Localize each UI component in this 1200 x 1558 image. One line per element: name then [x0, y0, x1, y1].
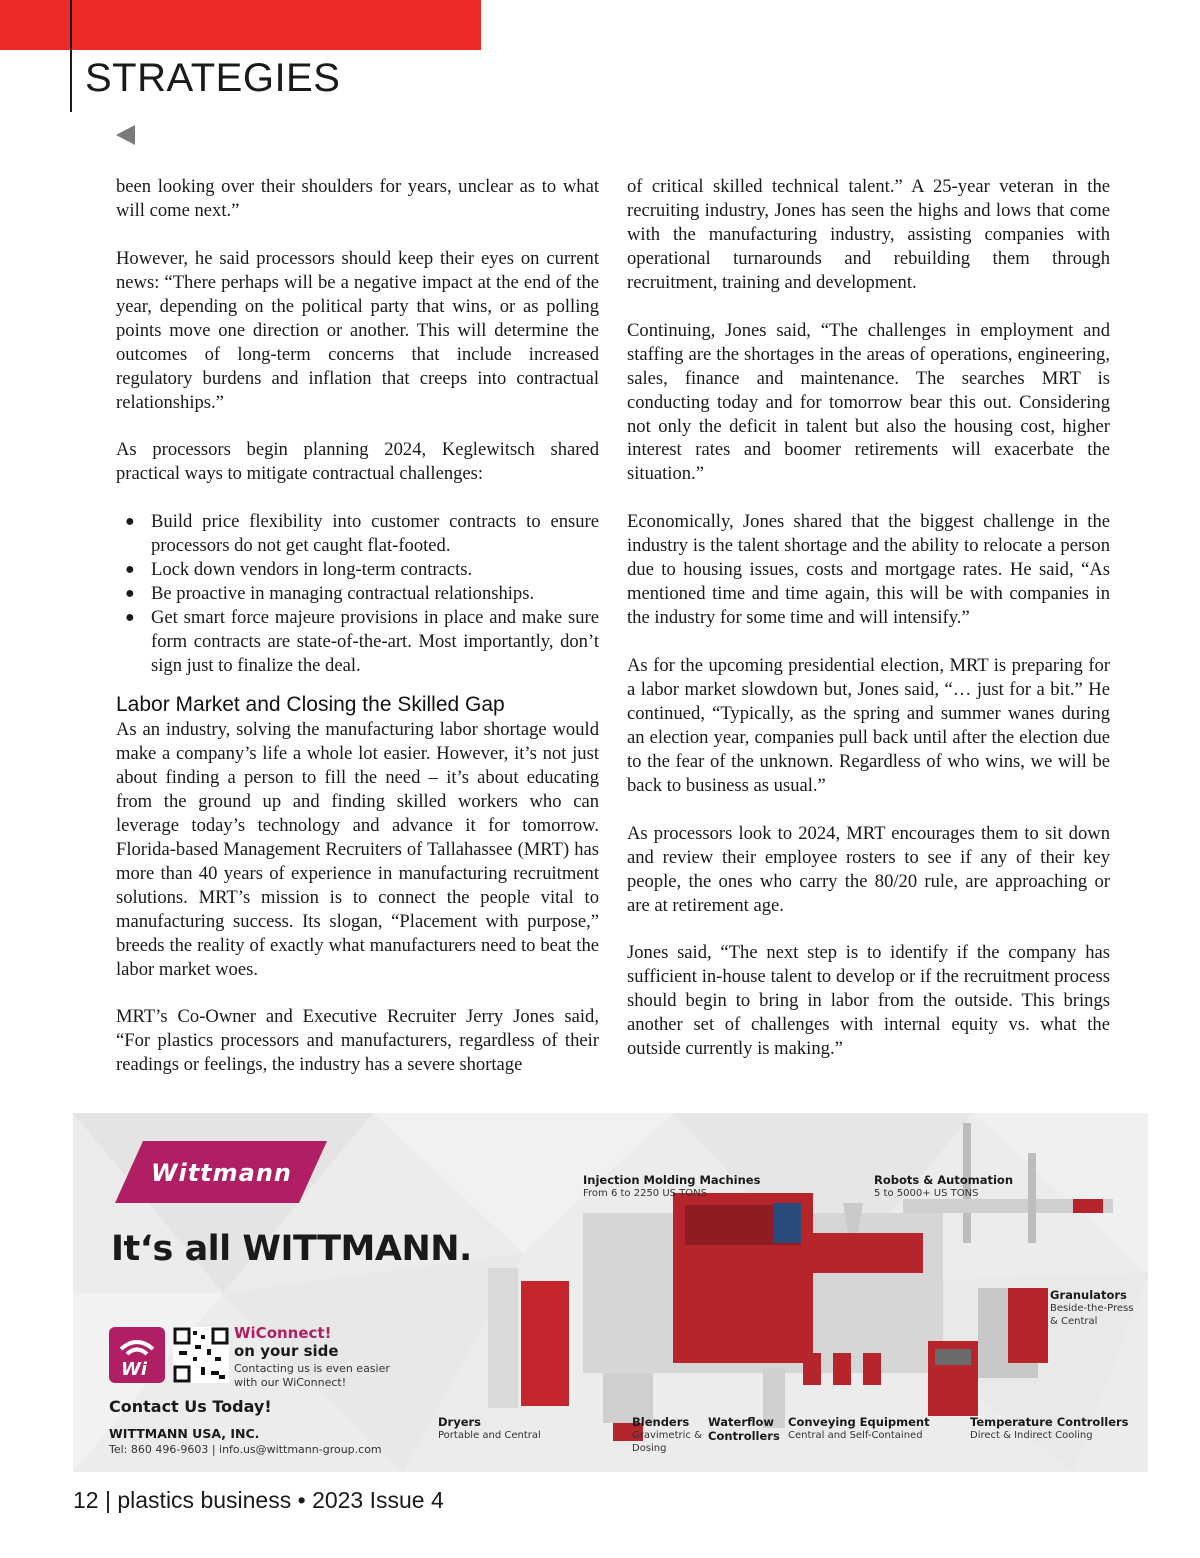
category-waterflow	[708, 1415, 780, 1443]
list-item	[116, 510, 599, 558]
company-name: WITTMANN USA, INC.	[109, 1426, 260, 1441]
paragraph: Jones said, “The next step is to identify if the company has sufficient in-house talent to develop or if the recruitment process should begin to bring in labor from the outside. This brings another set of challenges with internal equity vs. what the outside currently is making.”	[627, 942, 1110, 1060]
category-title: Dryers	[438, 1415, 482, 1429]
category-robots	[874, 1173, 1013, 1200]
paragraph: of critical skilled technical talent.” A 25-year veteran in the recruiting industry, Jones has seen the highs and lows that come with the manufacturing industry, assisting companies with operational turnarounds and rebuilding them through recruitment, training and development.	[627, 176, 1110, 293]
bullet-icon: ●	[125, 561, 135, 579]
page-number: 12	[73, 1487, 99, 1513]
category-title: Blenders	[632, 1415, 690, 1429]
category-subtitle: 5 to 5000+ US TONS	[874, 1188, 979, 1199]
category-subtitle: From 6 to 2250 US TONS	[583, 1188, 707, 1199]
category-granulators	[1050, 1288, 1133, 1328]
conveying-icon	[803, 1353, 821, 1385]
bullet-list	[116, 510, 599, 678]
category-subtitle: Gravimetric &	[632, 1430, 702, 1441]
category-injection	[583, 1173, 760, 1200]
section-title: STRATEGIES	[85, 56, 341, 100]
bullet-icon: ●	[125, 513, 135, 531]
dryer-icon	[488, 1268, 518, 1408]
category-title: Waterflow	[708, 1415, 775, 1429]
list-item-text: Lock down vendors in long-term contracts.	[151, 559, 473, 581]
list-item	[116, 558, 599, 582]
footer-separator: |	[104, 1487, 111, 1513]
header-vertical-rule	[70, 0, 72, 112]
list-item	[116, 582, 599, 606]
paragraph: As processors begin planning 2024, Keglewitsch shared practical ways to mitigate contractual challenges:	[116, 439, 599, 485]
category-title: Granulators	[1050, 1288, 1127, 1302]
right-column	[627, 175, 1110, 1085]
category-title: Robots & Automation	[874, 1173, 1014, 1187]
wiconnect-subtitle: on your side	[234, 1342, 339, 1360]
back-arrow-icon[interactable]	[116, 125, 135, 145]
contact-title: Contact Us Today!	[109, 1397, 272, 1416]
left-column	[116, 175, 599, 1101]
category-subtitle: Portable and Central	[438, 1430, 541, 1441]
category-blenders	[632, 1415, 702, 1455]
category-subtitle: Beside-the-Press	[1050, 1303, 1134, 1314]
page-footer	[73, 1487, 444, 1514]
paragraph: However, he said processors should keep their eyes on current news: “There perhaps will be a negative impact at the end of the year, depending on the political party that wins, or as polling points move one direction or another. This will determine the outcomes of long-term concerns that include increased regulatory burdens and inflation that creeps into contractual relationships.”	[116, 247, 599, 413]
category-title: Conveying Equipment	[788, 1415, 930, 1429]
header-red-bar	[0, 0, 481, 50]
list-item-text: Get smart force majeure provisions in place and make sure form contracts are state-of-the-art. Most importantly, don’t sign just to finalize the deal.	[151, 607, 599, 677]
bullet-icon: ●	[125, 585, 135, 603]
list-item	[116, 606, 599, 678]
paragraph: Economically, Jones shared that the biggest challenge in the industry is the talent shortage and the ability to relocate a person due to housing issues, costs and mortgage rates. He said, “As mentioned time and time again, this will be with companies in the industry for some time and will intensify.”	[627, 511, 1110, 629]
wiconnect-note: Contacting us is even easier with our WiConnect!	[234, 1362, 390, 1389]
category-dryers	[438, 1415, 541, 1442]
category-title: Controllers	[708, 1429, 780, 1443]
paragraph: Continuing, Jones said, “The challenges in employment and staffing are the shortages in the areas of operations, engineering, sales, finance and maintenance. The searches MRT is conducting today and for tomorrow bear this out. Considering not only the deficit in talent but also the housing cost, higher interest rates and boomer retirements will exacerbate the situation.”	[627, 319, 1110, 485]
ad-slogan: It‘s all WITTMANN.	[111, 1229, 472, 1269]
paragraph: As for the upcoming presidential election, MRT is preparing for a labor market slowdown but, Jones said, “… just for a bit.” He continued, “Typically, as the spring and summer wanes during an election year, companies pull back until after the election due to the fear of the unknown. Regardless of who wins, we will be back to business as usual.”	[627, 655, 1110, 796]
paragraph: MRT’s Co-Owner and Executive Recruiter Jerry Jones said, “For plastics processors and manufacturers, regardless of their readings or feelings, the industry has a severe shortage	[116, 1006, 599, 1076]
wittmann-advertisement[interactable]	[73, 1113, 1148, 1472]
category-title: Injection Molding Machines	[583, 1173, 761, 1187]
category-subtitle: Dosing	[632, 1443, 667, 1454]
category-conveying	[788, 1415, 930, 1442]
paragraph: As processors look to 2024, MRT encourages them to sit down and review their employee rosters to see if any of their key people, the ones who carry the 80/20 rule, are approaching or are at retirement age.	[627, 822, 1110, 916]
category-title: Temperature Controllers	[970, 1415, 1129, 1429]
paragraph: As an industry, solving the manufacturing labor shortage would make a company’s life a whole lot easier. However, it’s not just about finding a person to fill the need – it’s about educating from the ground up and finding skilled workers who can leverage today’s technology and advance it for tomorrow. Florida-based Management Recruiters of Tallahassee (MRT) has more than 40 years of experience in manufacturing recruitment solutions. MRT’s mission is to connect the people vital to manufacturing success. Its slogan, “Placement with purpose,” breeds the reality of exactly what manufacturers need to beat the labor market woes.	[116, 718, 599, 980]
svg-text:Wi: Wi	[121, 1359, 148, 1380]
paragraph: been looking over their shoulders for years, unclear as to what will come next.”	[116, 176, 599, 221]
wiconnect-title: WiConnect!	[234, 1324, 332, 1342]
footer-dot: •	[297, 1487, 306, 1513]
category-subtitle: Central and Self-Contained	[788, 1430, 923, 1441]
publication-name: plastics business	[117, 1487, 292, 1513]
subheading: Labor Market and Closing the Skilled Gap	[116, 692, 505, 716]
control-screen-icon	[773, 1203, 801, 1243]
category-subtitle: & Central	[1050, 1316, 1098, 1327]
bullet-icon: ●	[125, 609, 135, 627]
list-item-text: Build price flexibility into customer contracts to ensure processors do not get caught flat-footed.	[151, 511, 599, 557]
issue-label: 2023 Issue 4	[312, 1487, 444, 1513]
contact-details[interactable]: Tel: 860 496-9603 | info.us@wittmann-group.com	[109, 1443, 382, 1456]
category-temperature	[970, 1415, 1129, 1442]
svg-text:Wittmann: Wittmann	[151, 1159, 293, 1187]
category-subtitle: Direct & Indirect Cooling	[970, 1430, 1093, 1441]
list-item-text: Be proactive in managing contractual relationships.	[151, 583, 535, 605]
